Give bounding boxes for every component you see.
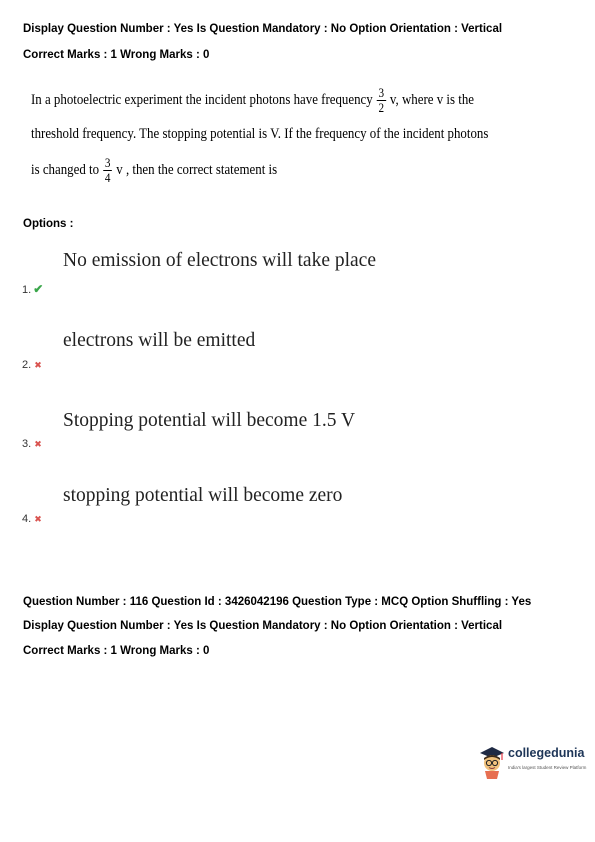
next-question-meta-display: Display Question Number : Yes Is Question Mandatory : No Option Orientation : Vertical bbox=[23, 620, 503, 632]
option-number-2 bbox=[22, 359, 42, 371]
next-question-meta-marks: Correct Marks : 1 Wrong Marks : 0 bbox=[23, 645, 210, 657]
fraction-3-2 bbox=[377, 86, 386, 115]
fraction-denominator: 2 bbox=[378, 100, 385, 115]
question-meta-marks: Correct Marks : 1 Wrong Marks : 0 bbox=[23, 49, 210, 61]
question-meta-display: Display Question Number : Yes Is Question Mandatory : No Option Orientation : Vertical bbox=[23, 23, 503, 35]
next-question-info: Question Number : 116 Question Id : 3426042196 Question Type : MCQ Option Shuffling : Yes bbox=[23, 596, 532, 608]
option-text-3: Stopping potential will become 1.5 V bbox=[63, 410, 356, 431]
question-line-1 bbox=[31, 86, 474, 115]
option-text-1: No emission of electrons will take place bbox=[63, 250, 376, 271]
question-text: In a photoelectric experiment the incident photons have frequency bbox=[31, 91, 376, 108]
logo-brand-text: collegedunia bbox=[508, 746, 585, 760]
cross-icon: ✖ bbox=[34, 439, 42, 449]
question-line-3 bbox=[31, 156, 277, 185]
option-number-1 bbox=[22, 282, 43, 296]
question-text: is changed to bbox=[31, 161, 103, 178]
fraction-numerator: 3 bbox=[378, 85, 385, 100]
option-index: 3. bbox=[22, 438, 32, 450]
collegedunia-logo bbox=[478, 743, 590, 783]
option-index: 4. bbox=[22, 513, 32, 525]
question-text: v , then the correct statement is bbox=[116, 161, 278, 178]
logo-tagline: India's largest Student Review Platform bbox=[508, 765, 587, 770]
fraction-numerator: 3 bbox=[104, 155, 111, 170]
check-icon: ✔ bbox=[33, 282, 44, 296]
option-index: 2. bbox=[22, 359, 32, 371]
option-number-4 bbox=[22, 513, 42, 525]
option-index: 1. bbox=[22, 284, 32, 296]
cross-icon: ✖ bbox=[34, 360, 42, 370]
option-number-3 bbox=[22, 438, 42, 450]
cross-icon: ✖ bbox=[34, 514, 42, 524]
question-line-2: threshold frequency. The stopping potential is V. If the frequency of the incident photons bbox=[31, 126, 489, 142]
option-text-2: electrons will be emitted bbox=[63, 330, 256, 351]
option-text-4: stopping potential will become zero bbox=[63, 485, 343, 506]
question-text: v, where v is the bbox=[389, 91, 474, 108]
mascot-icon bbox=[478, 743, 506, 781]
options-label: Options : bbox=[23, 218, 74, 230]
fraction-3-4 bbox=[103, 156, 112, 185]
fraction-denominator: 4 bbox=[104, 170, 111, 185]
